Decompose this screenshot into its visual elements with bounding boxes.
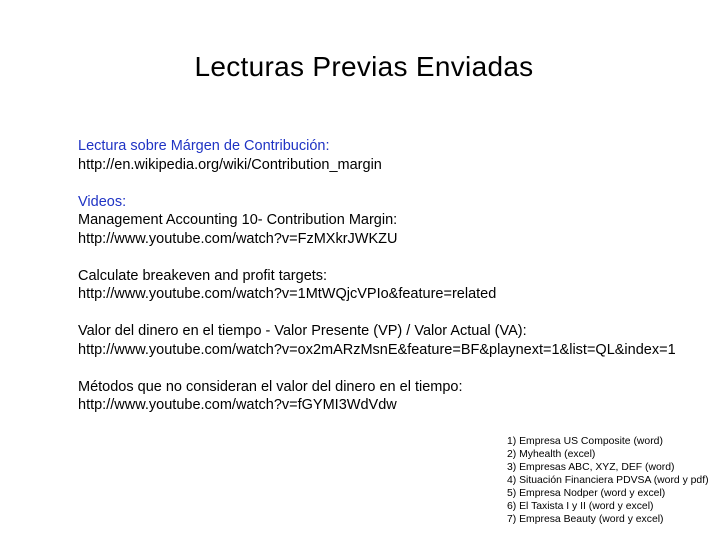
slide-body [78, 137, 718, 415]
video1-url-link[interactable]: http://www.youtube.com/watch?v=FzMXkrJWKZU [78, 230, 398, 247]
spacer [78, 248, 718, 267]
list-item: 5) Empresa Nodper (word y excel) [507, 488, 666, 499]
video4-title: Métodos que no consideran el valor del dinero en el tiempo: [78, 378, 463, 395]
list-item: 1) Empresa US Composite (word) [507, 436, 663, 447]
video2-title: Calculate breakeven and profit targets: [78, 267, 328, 284]
lectura-url-link[interactable]: http://en.wikipedia.org/wiki/Contribution_margin [78, 156, 382, 173]
list-item: 3) Empresas ABC, XYZ, DEF (word) [507, 462, 675, 473]
video3-url-link[interactable]: http://www.youtube.com/watch?v=ox2mARzMsnE&feature=BF&playnext=1&list=QL&index=1 [78, 341, 676, 358]
video2-url-link[interactable]: http://www.youtube.com/watch?v=1MtWQjcVPIo&feature=related [78, 286, 497, 302]
exercise-list [507, 435, 709, 526]
spacer [78, 359, 718, 378]
videos-heading: Videos: [78, 193, 127, 210]
slide-title: Lecturas Previas Enviadas [194, 51, 534, 82]
lectura-heading: Lectura sobre Márgen de Contribución: [78, 138, 330, 154]
spacer [78, 304, 718, 323]
video3-title: Valor del dinero en el tiempo - Valor Presente (VP) / Valor Actual (VA): [78, 323, 527, 339]
list-item: 2) Myhealth (excel) [507, 449, 596, 460]
video4-url-link[interactable]: http://www.youtube.com/watch?v=fGYMI3WdVdw [78, 397, 397, 413]
video1-title: Management Accounting 10- Contribution Margin: [78, 212, 398, 228]
spacer [78, 174, 718, 193]
list-item: 6) El Taxista I y II (word y excel) [507, 501, 654, 512]
list-item: 4) Situación Financiera PDVSA (word y pdf) [507, 475, 709, 486]
list-item: 7) Empresa Beauty (word y excel) [507, 514, 664, 525]
